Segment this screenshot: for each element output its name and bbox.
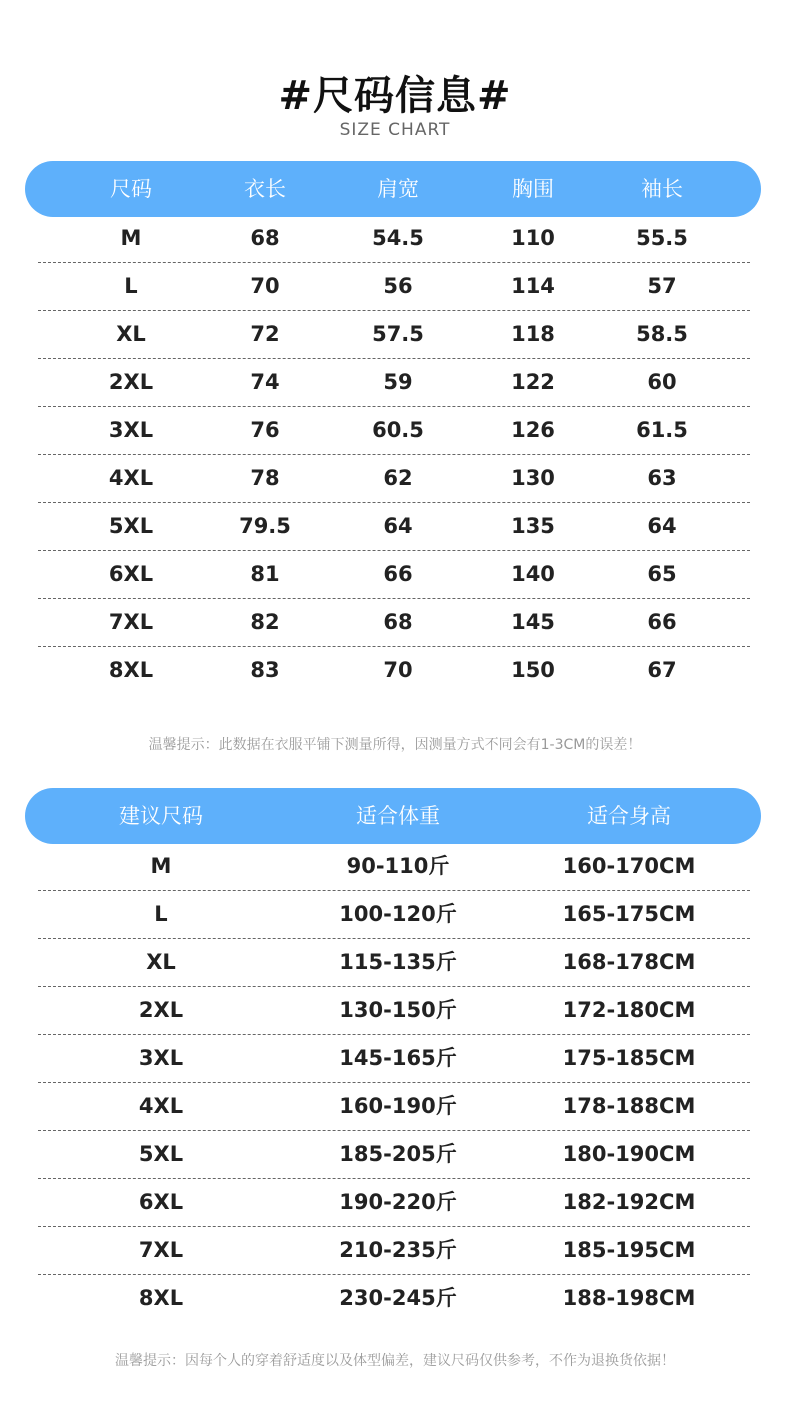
table-cell: 6XL <box>138 1190 184 1214</box>
table-cell: 126 <box>511 418 555 442</box>
table-cell: 81 <box>250 562 280 586</box>
table-row <box>38 1034 750 1083</box>
column-header: 适合体重 <box>356 804 440 828</box>
table-row <box>38 1226 750 1275</box>
table-cell: 2XL <box>108 370 154 394</box>
table-cell: 145-165斤 <box>339 1046 457 1070</box>
table-cell: 56 <box>383 274 413 298</box>
table-cell: 2XL <box>138 998 184 1022</box>
table-cell: 3XL <box>108 418 154 442</box>
table-cell: 74 <box>250 370 280 394</box>
table-cell: 122 <box>511 370 555 394</box>
table-cell: 175-185CM <box>562 1046 696 1070</box>
table-cell: 168-178CM <box>562 950 696 974</box>
table-row <box>38 598 750 647</box>
table-row <box>38 406 750 455</box>
table-cell: 61.5 <box>636 418 688 442</box>
table-cell: 8XL <box>108 658 154 682</box>
table-row <box>38 938 750 987</box>
table-row <box>38 1274 750 1322</box>
table-cell: 114 <box>511 274 555 298</box>
table-cell: 54.5 <box>372 226 424 250</box>
table-cell: 178-188CM <box>562 1094 696 1118</box>
table-cell: 60.5 <box>372 418 424 442</box>
table-cell: 3XL <box>138 1046 184 1070</box>
table-cell: 185-205斤 <box>339 1142 457 1166</box>
table-cell: 4XL <box>138 1094 184 1118</box>
table-cell: 60 <box>647 370 677 394</box>
table-cell: 62 <box>383 466 413 490</box>
table-cell: 115-135斤 <box>339 950 457 974</box>
table-row <box>38 1178 750 1227</box>
page-title: #尺码信息# <box>278 73 512 119</box>
table-cell: 140 <box>511 562 555 586</box>
table-cell: 118 <box>511 322 555 346</box>
table-cell: 165-175CM <box>562 902 696 926</box>
fit-recommendation-header <box>25 788 761 844</box>
table-cell: 8XL <box>138 1286 184 1310</box>
column-header: 尺码 <box>110 177 152 201</box>
table-cell: 63 <box>647 466 677 490</box>
table-cell: 57 <box>647 274 677 298</box>
table-row <box>38 842 750 891</box>
table-cell: 172-180CM <box>562 998 696 1022</box>
size-chart-header <box>25 161 761 217</box>
column-header: 适合身高 <box>587 804 671 828</box>
table-cell: 5XL <box>138 1142 184 1166</box>
table-cell: 190-220斤 <box>339 1190 457 1214</box>
table-row <box>38 502 750 551</box>
table-cell: 100-120斤 <box>339 902 457 926</box>
table-cell: M <box>150 854 172 878</box>
column-header: 胸围 <box>512 177 554 201</box>
table-row <box>38 310 750 359</box>
table-cell: 110 <box>511 226 555 250</box>
column-header: 建议尺码 <box>119 804 203 828</box>
table-cell: 160-190斤 <box>339 1094 457 1118</box>
table-cell: 58.5 <box>636 322 688 346</box>
table-cell: 180-190CM <box>562 1142 696 1166</box>
table-cell: 64 <box>383 514 413 538</box>
table-cell: 68 <box>383 610 413 634</box>
table-cell: 230-245斤 <box>339 1286 457 1310</box>
table-row <box>38 890 750 939</box>
table-cell: L <box>154 902 168 926</box>
table-cell: 72 <box>250 322 280 346</box>
table-cell: 67 <box>647 658 677 682</box>
table-cell: 130-150斤 <box>339 998 457 1022</box>
table-cell: 5XL <box>108 514 154 538</box>
column-header: 袖长 <box>641 177 683 201</box>
column-header: 衣长 <box>244 177 286 201</box>
table-cell: 210-235斤 <box>339 1238 457 1262</box>
table-cell: 65 <box>647 562 677 586</box>
column-header: 肩宽 <box>377 177 419 201</box>
fit-recommendation-note: 温馨提示：因每个人的穿着舒适度以及体型偏差，建议尺码仅供参考，不作为退换货依据！ <box>115 1353 675 1369</box>
table-cell: 70 <box>250 274 280 298</box>
table-row <box>38 550 750 599</box>
table-cell: 59 <box>383 370 413 394</box>
table-cell: 66 <box>647 610 677 634</box>
table-row <box>38 214 750 263</box>
table-cell: 76 <box>250 418 280 442</box>
table-cell: L <box>124 274 138 298</box>
table-cell: 64 <box>647 514 677 538</box>
table-cell: 150 <box>511 658 555 682</box>
table-cell: XL <box>116 322 146 346</box>
table-cell: 70 <box>383 658 413 682</box>
table-cell: 145 <box>511 610 555 634</box>
table-cell: 90-110斤 <box>346 854 450 878</box>
table-cell: 7XL <box>138 1238 184 1262</box>
table-cell: 55.5 <box>636 226 688 250</box>
table-row <box>38 986 750 1035</box>
table-cell: 4XL <box>108 466 154 490</box>
table-cell: 78 <box>250 466 280 490</box>
table-cell: 6XL <box>108 562 154 586</box>
table-cell: 79.5 <box>239 514 291 538</box>
table-cell: 66 <box>383 562 413 586</box>
table-row <box>38 646 750 694</box>
size-chart-note: 温馨提示：此数据在衣服平铺下测量所得，因测量方式不同会有1-3CM的误差！ <box>148 737 642 753</box>
table-row <box>38 262 750 311</box>
table-cell: 185-195CM <box>562 1238 696 1262</box>
table-cell: M <box>120 226 142 250</box>
table-cell: 135 <box>511 514 555 538</box>
page-subtitle: SIZE CHART <box>339 120 451 140</box>
table-row <box>38 1082 750 1131</box>
table-cell: XL <box>146 950 176 974</box>
table-cell: 188-198CM <box>562 1286 696 1310</box>
table-cell: 182-192CM <box>562 1190 696 1214</box>
table-cell: 82 <box>250 610 280 634</box>
table-row <box>38 1130 750 1179</box>
table-cell: 68 <box>250 226 280 250</box>
table-cell: 83 <box>250 658 280 682</box>
table-row <box>38 454 750 503</box>
table-cell: 57.5 <box>372 322 424 346</box>
table-cell: 7XL <box>108 610 154 634</box>
table-row <box>38 358 750 407</box>
table-cell: 160-170CM <box>562 854 696 878</box>
table-cell: 130 <box>511 466 555 490</box>
